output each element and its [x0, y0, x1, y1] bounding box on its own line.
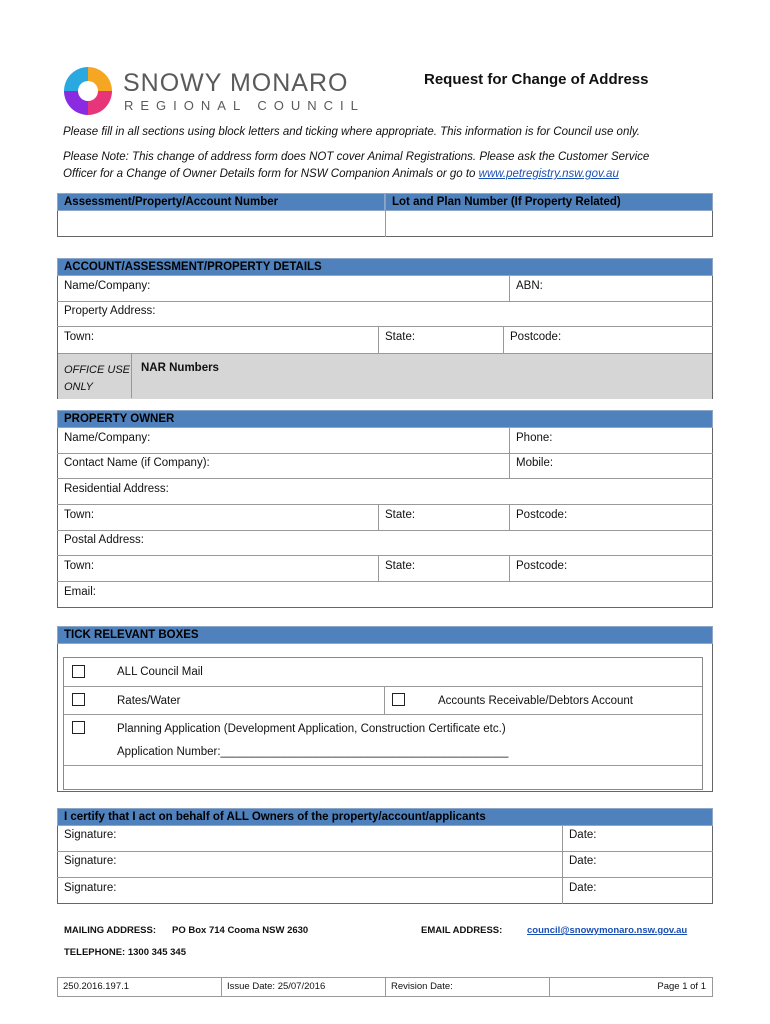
email-address-label: EMAIL ADDRESS:	[421, 925, 503, 936]
date-label-3: Date:	[569, 882, 597, 894]
assessment-number-input[interactable]	[58, 212, 384, 236]
planning-application-checkbox[interactable]	[72, 721, 85, 734]
intro-text: Please fill in all sections using block letters and ticking where appropriate. This information is for Council use only.	[63, 126, 640, 138]
assessment-header: Assessment/Property/Account Number	[57, 193, 385, 211]
lot-plan-input[interactable]	[386, 212, 712, 236]
account-name-label: Name/Company:	[64, 280, 151, 292]
account-state-label: State:	[385, 331, 416, 343]
signature-label-2: Signature:	[64, 855, 117, 867]
note-text-line2-content: Officer for a Change of Owner Details form for NSW Companion Animals or go to	[63, 168, 479, 180]
postal-state-label: State:	[385, 560, 416, 572]
page-number: Page 1 of 1	[657, 981, 706, 992]
org-name: SNOWY MONARO	[123, 69, 349, 97]
planning-application-label: Planning Application (Development Application, Construction Certificate etc.)	[117, 723, 506, 735]
owner-town-label: Town:	[64, 509, 95, 521]
doc-number: 250.2016.197.1	[63, 981, 130, 992]
all-council-mail-checkbox[interactable]	[72, 665, 85, 678]
accounts-receivable-label: Accounts Receivable/Debtors Account	[438, 695, 633, 707]
rates-water-checkbox[interactable]	[72, 693, 85, 706]
all-council-mail-label: ALL Council Mail	[117, 666, 203, 678]
owner-phone-label: Phone:	[516, 432, 553, 444]
date-label-1: Date:	[569, 829, 597, 841]
owner-postcode-label: Postcode:	[516, 509, 568, 521]
note-text-line2	[63, 168, 619, 180]
signature-label-1: Signature:	[64, 829, 117, 841]
tick-boxes-header: TICK RELEVANT BOXES	[57, 626, 713, 644]
accounts-receivable-checkbox[interactable]	[392, 693, 405, 706]
postal-address-label: Postal Address:	[64, 534, 144, 546]
postal-postcode-label: Postcode:	[516, 560, 568, 572]
account-postcode-label: Postcode:	[510, 331, 562, 343]
application-number-label: Application Number:_____________________________________________	[117, 746, 509, 758]
revision-date: Revision Date:	[391, 981, 453, 992]
owner-mobile-label: Mobile:	[516, 457, 554, 469]
owner-name-label: Name/Company:	[64, 432, 151, 444]
council-logo-icon	[60, 63, 116, 119]
postal-town-label: Town:	[64, 560, 95, 572]
issue-date: Issue Date: 25/07/2016	[227, 981, 326, 992]
note-text-line1: Please Note: This change of address form does NOT cover Animal Registrations. Please ask the Customer Service	[63, 151, 650, 163]
account-details-header: ACCOUNT/ASSESSMENT/PROPERTY DETAILS	[57, 258, 713, 276]
office-use-line2: ONLY	[64, 381, 93, 393]
date-label-2: Date:	[569, 855, 597, 867]
nar-numbers-label: NAR Numbers	[141, 362, 219, 374]
telephone: TELEPHONE: 1300 345 345	[64, 947, 186, 958]
mailing-address-label: MAILING ADDRESS:	[64, 925, 157, 936]
org-subname: REGIONAL COUNCIL	[124, 98, 365, 113]
lot-plan-header: Lot and Plan Number (If Property Related)	[385, 193, 713, 211]
property-owner-header: PROPERTY OWNER	[57, 410, 713, 428]
office-use-line1: OFFICE USE	[64, 364, 131, 376]
rates-water-label: Rates/Water	[117, 695, 181, 707]
council-email-link[interactable]: council@snowymonaro.nsw.gov.au	[527, 925, 688, 936]
signature-label-3: Signature:	[64, 882, 117, 894]
account-abn-label: ABN:	[516, 280, 543, 292]
property-address-label: Property Address:	[64, 305, 156, 317]
owner-contact-label: Contact Name (if Company):	[64, 457, 210, 469]
petregistry-link[interactable]: www.petregistry.nsw.gov.au	[478, 168, 619, 180]
certify-header: I certify that I act on behalf of ALL Owners of the property/account/applicants	[57, 808, 713, 826]
owner-email-label: Email:	[64, 586, 96, 598]
mailing-address-value: PO Box 714 Cooma NSW 2630	[172, 925, 309, 936]
account-town-label: Town:	[64, 331, 95, 343]
form-title: Request for Change of Address	[424, 71, 649, 88]
residential-address-label: Residential Address:	[64, 483, 169, 495]
owner-state-label: State:	[385, 509, 416, 521]
office-use-label	[58, 360, 136, 398]
